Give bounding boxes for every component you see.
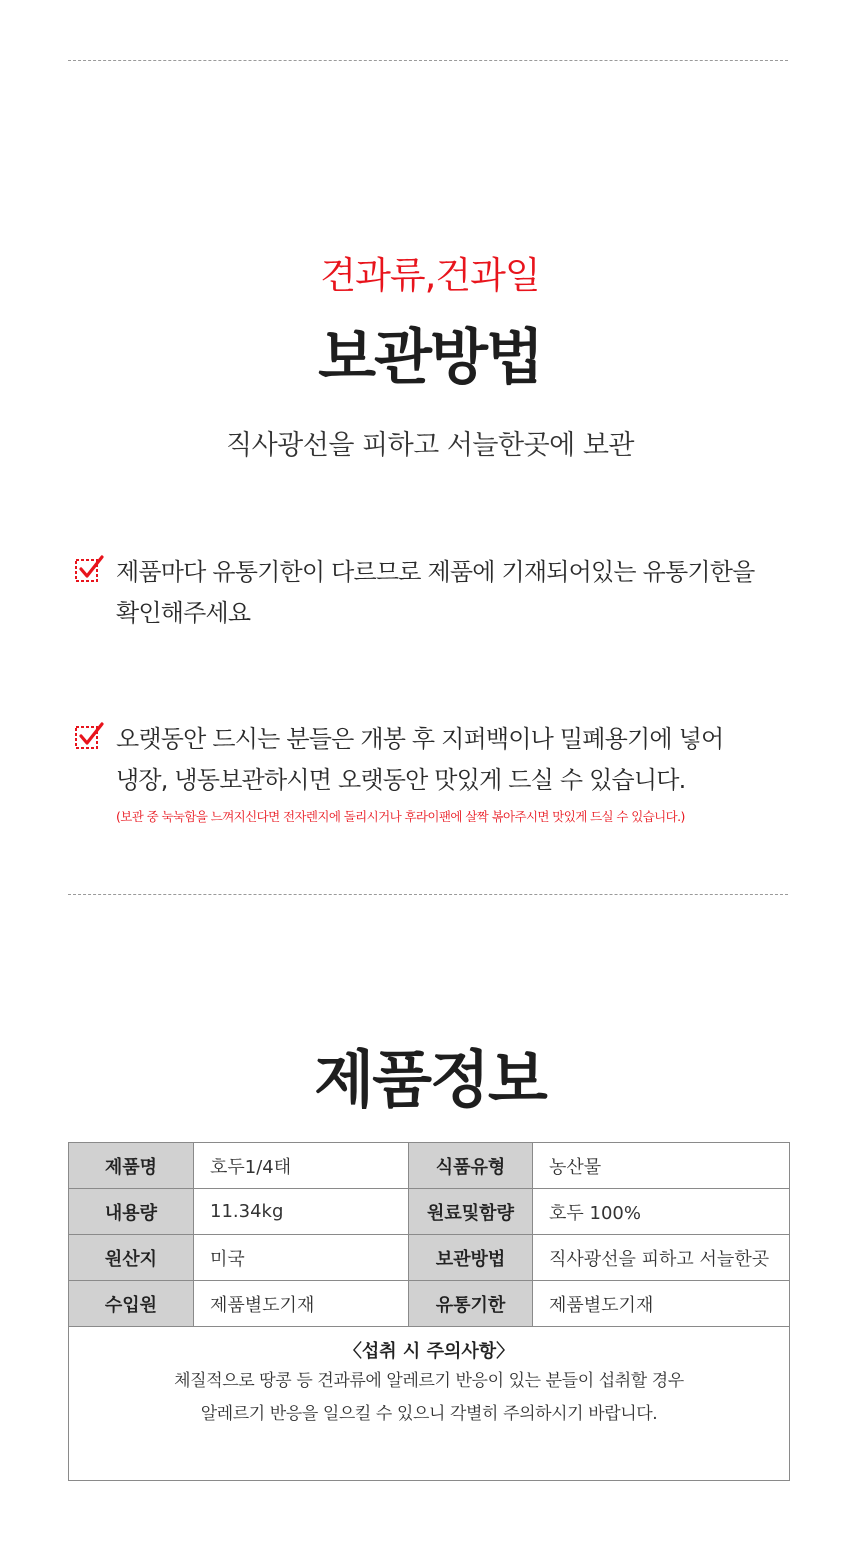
middle-divider [68,894,788,895]
note-line: 냉장, 냉동보관하시면 오랫동안 맛있게 드실 수 있습니다. [116,766,686,794]
product-info-table [68,1142,790,1481]
row-label: 원산지 [69,1235,194,1281]
table-row [69,1189,790,1235]
note-line: 제품마다 유통기한이 다르므로 제품에 기재되어있는 유통기한을 [116,558,755,586]
row-value: 제품별도기재 [194,1281,409,1327]
row-value: 직사광선을 피하고 서늘한곳 [533,1235,790,1281]
caution-row [69,1327,790,1481]
row-label: 수입원 [69,1281,194,1327]
row-value: 미국 [194,1235,409,1281]
caution-cell [69,1327,790,1481]
row-label: 제품명 [69,1143,194,1189]
top-divider [68,60,788,61]
storage-title: 보관방법 [318,323,542,393]
caution-title: 〈섭취 시 주의사항〉 [343,1341,515,1362]
row-value: 호두 100% [533,1189,790,1235]
caution-line: 체질적으로 땅콩 등 견과류에 알레르기 반응이 있는 분들이 섭취할 경우 [174,1371,684,1391]
storage-category: 견과류,건과일 [320,254,540,297]
storage-subtitle: 직사광선을 피하고 서늘한곳에 보관 [226,430,634,461]
storage-tip: (보관 중 눅눅함을 느껴지신다면 전자렌지에 돌리시거나 후라이팬에 살짝 볶아주시면 맛있게 드실 수 있습니다.) [116,809,685,824]
row-label: 보관방법 [409,1235,533,1281]
row-value: 호두1/4태 [194,1143,409,1189]
row-value: 농산물 [533,1143,790,1189]
row-label: 식품유형 [409,1143,533,1189]
row-value: 11.34kg [194,1189,409,1235]
caution-line: 알레르기 반응을 일으킬 수 있으니 각별히 주의하시기 바랍니다. [200,1404,658,1424]
table-row [69,1281,790,1327]
row-label: 유통기한 [409,1281,533,1327]
note-line: 오랫동안 드시는 분들은 개봉 후 지퍼백이나 밀폐용기에 넣어 [116,725,724,753]
row-label: 원료및함량 [409,1189,533,1235]
table-row [69,1235,790,1281]
check-icon [74,721,104,751]
note-line: 확인해주세요 [116,599,251,627]
product-info-title: 제품정보 [314,1043,546,1116]
row-value: 제품별도기재 [533,1281,790,1327]
table-row [69,1143,790,1189]
check-icon [74,554,104,584]
row-label: 내용량 [69,1189,194,1235]
